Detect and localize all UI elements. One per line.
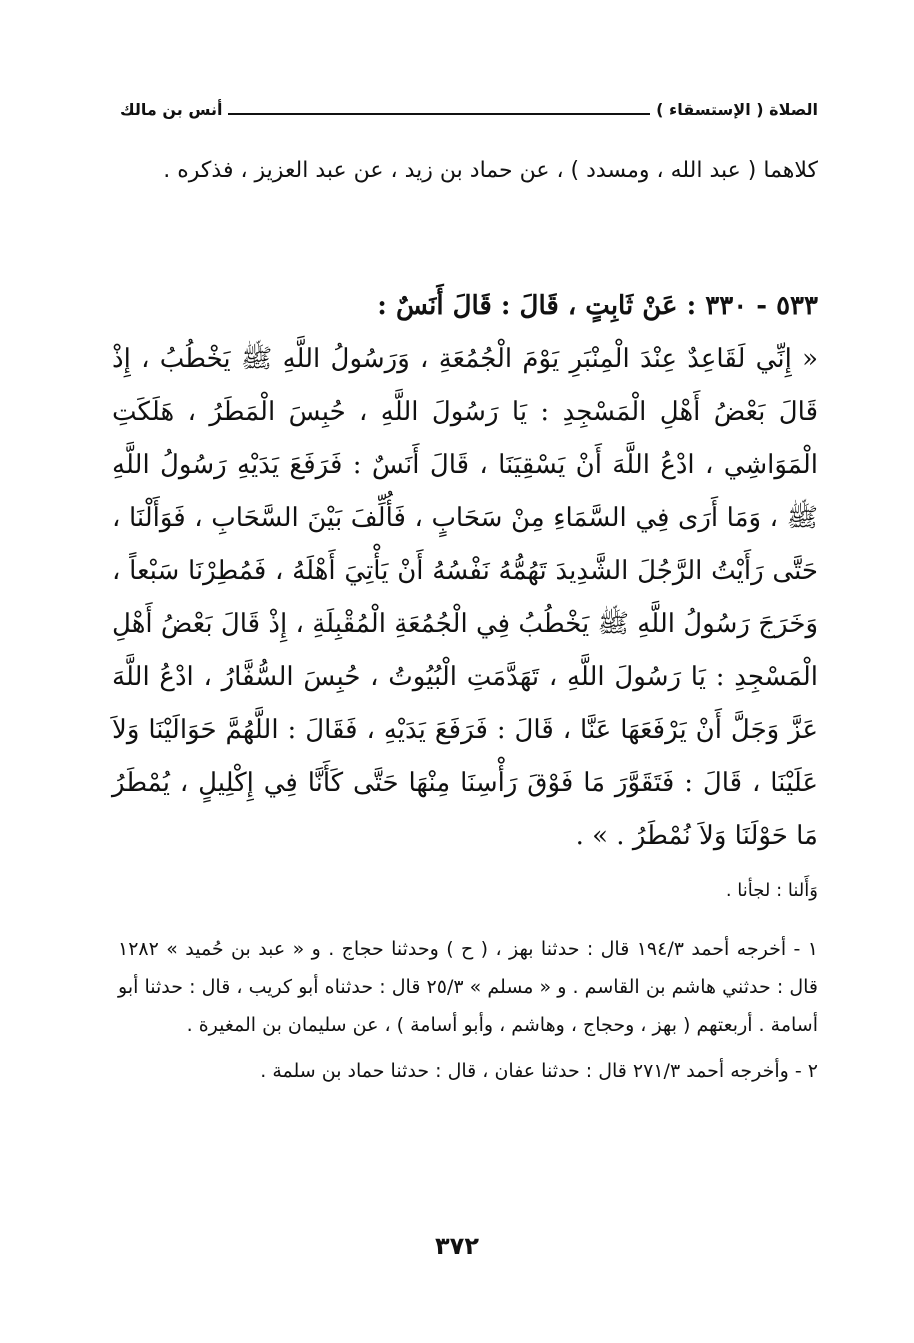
chapter-title: الصلاة ( الإستسقاء ) xyxy=(656,100,818,119)
header-rule xyxy=(228,113,650,115)
word-gloss: وَأَلنا : لجأنا . xyxy=(725,880,818,901)
hadith-block xyxy=(112,280,818,863)
footnote-1: ١ - أخرجه أحمد ١٩٤/٣ قال : حدثنا بهز ، ( ح ) وحدثنا حجاج . و « عبد بن حُميد » ١٢٨٢ قال : حدثني هاشم بن القاسم . و « مسلم » ٢٥/٣ قال : حدثناه أبو كريب ، قال : حدثنا أبو أسامة . أربعتهم ( بهز ، وحجاج ، وهاشم ، وأبو أسامة ) ، عن سليمان بن المغيرة . xyxy=(118,938,818,1036)
hadith-number-line: ٥٣٣ - ٣٣٠ : عَنْ ثَابِتٍ ، قَالَ : قَالَ أَنَسٌ : xyxy=(377,291,818,321)
narrator-title: أنس بن مالك xyxy=(120,100,223,119)
page-number: ٣٧٢ xyxy=(435,1232,479,1260)
hadith-text: « إِنِّي لَقَاعِدٌ عِنْدَ الْمِنْبَرِ يَوْمَ الْجُمُعَةِ ، وَرَسُولُ اللَّهِ ﷺ يَخْطُبُ ، إِذْ قَالَ بَعْضُ أَهْلِ الْمَسْجِدِ : يَا رَسُولَ اللَّهِ ، حُبِسَ الْمَطَرُ ، هَلَكَتِ الْمَوَاشِي ، ادْعُ اللَّهَ أَنْ يَسْقِيَنَا ، قَالَ أَنَسٌ : فَرَفَعَ يَدَيْهِ رَسُولُ اللَّهِ ﷺ ، وَمَا أَرَى فِي السَّمَاءِ مِنْ سَحَابٍ ، فَأُلِّفَ بَيْنَ السَّحَابِ ، فَوَأَلْنَا ، حَتَّى رَأَيْتُ الرَّجُلَ الشَّدِيدَ تَهُمُّهُ نَفْسُهُ أَنْ يَأْتِيَ أَهْلَهُ ، فَمُطِرْنَا سَبْعاً ، وَخَرَجَ رَسُولُ اللَّهِ ﷺ يَخْطُبُ فِي الْجُمُعَةِ الْمُقْبِلَةِ ، إِذْ قَالَ بَعْضُ أَهْلِ الْمَسْجِدِ : يَا رَسُولَ اللَّهِ ، تَهَدَّمَتِ الْبُيُوتُ ، حُبِسَ السُّفَّارُ ، ادْعُ اللَّهَ عَزَّ وَجَلَّ أَنْ يَرْفَعَهَا عَنَّا ، قَالَ : فَرَفَعَ يَدَيْهِ ، فَقَالَ : اللَّهُمَّ حَوَالَيْنَا وَلاَ عَلَيْنَا ، قَالَ : فَتَقَوَّرَ مَا فَوْقَ رَأْسِنَا مِنْهَا حَتَّى كَأَنَّا فِي إِكْلِيلٍ ، يُمْطَرُ مَا حَوْلَنَا وَلاَ نُمْطَرُ . » . xyxy=(112,344,818,851)
running-header xyxy=(120,92,818,120)
intro-paragraph: كلاهما ( عبد الله ، ومسدد ) ، عن حماد بن زيد ، عن عبد العزيز ، فذكره . xyxy=(163,158,818,183)
footnote-2: ٢ - وأخرجه أحمد ٢٧١/٣ قال : حدثنا عفان ، قال : حدثنا حماد بن سلمة . xyxy=(260,1060,818,1082)
footnotes xyxy=(118,930,818,1098)
